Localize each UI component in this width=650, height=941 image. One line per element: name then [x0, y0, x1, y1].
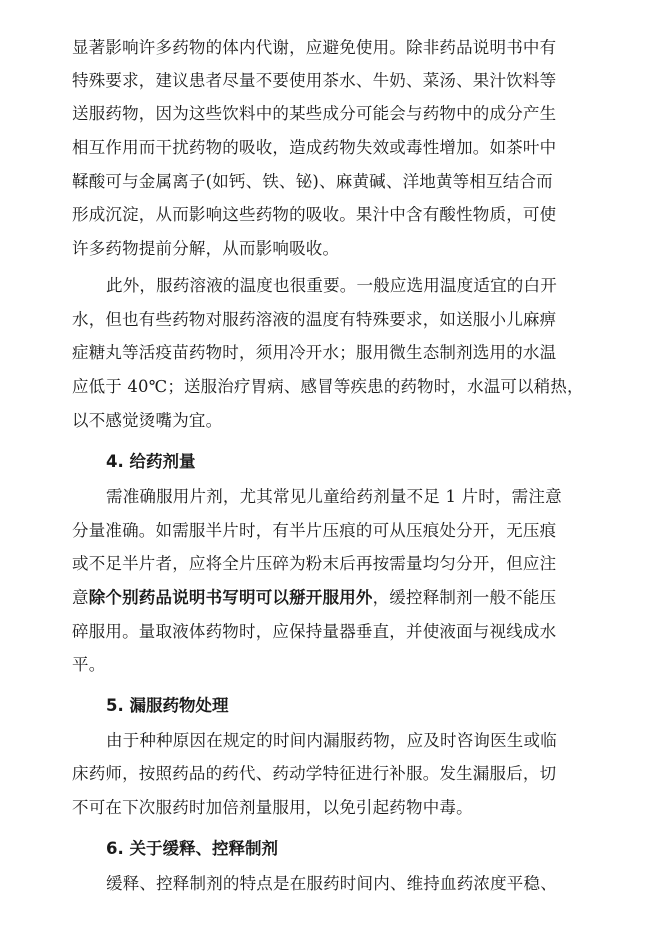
section-heading: 6. 关于缓释、控释制剂	[106, 839, 278, 858]
paragraph-line: 许多药物提前分解，从而影响吸收。	[72, 239, 340, 258]
paragraph-line: 水，但也有些药物对服药溶液的温度有特殊要求，如送服小儿麻痹	[72, 310, 557, 329]
paragraph-line: 应低于 40℃；送服治疗胃病、感冒等疾患的药物时，水温可以稍热，	[72, 377, 584, 396]
paragraph-line: 显著影响许多药物的体内代谢，应避免使用。除非药品说明书中有	[72, 38, 557, 57]
paragraph-line-mixed	[72, 588, 584, 608]
paragraph-line: 鞣酸可与金属离子(如钙、铁、铋)、麻黄碱、洋地黄等相互结合而	[72, 172, 553, 191]
section-heading: 4. 给药剂量	[106, 452, 196, 471]
line-suffix: ，缓控释制剂一般不能压	[372, 588, 557, 607]
paragraph-line: 碎服用。量取液体药物时，应保持量器垂直，并使液面与视线成水	[72, 622, 557, 641]
paragraph-line: 由于种种原因在规定的时间内漏服药物，应及时咨询医生或临	[106, 731, 557, 750]
paragraph-line: 或不足半片者，应将全片压碎为粉末后再按需量均匀分开，但应注	[72, 554, 557, 573]
paragraph-line: 需准确服用片剂，尤其常见儿童给药剂量不足 1 片时，需注意	[106, 487, 562, 506]
paragraph-line: 以不感觉烫嘴为宜。	[72, 411, 223, 430]
paragraph-line: 平。	[72, 655, 106, 674]
paragraph-line: 不可在下次服药时加倍剂量服用，以免引起药物中毒。	[72, 798, 473, 817]
paragraph-line: 缓释、控释制剂的特点是在服药时间内、维持血药浓度平稳、	[106, 874, 557, 893]
paragraph-line: 特殊要求，建议患者尽量不要使用茶水、牛奶、菜汤、果汁饮料等	[72, 71, 557, 90]
paragraph-line: 送服药物，因为这些饮料中的某些成分可能会与药物中的成分产生	[72, 104, 557, 123]
paragraph-line: 床药师，按照药品的药代、药动学特征进行补服。发生漏服后，切	[72, 764, 557, 783]
paragraph-line: 症糖丸等活疫苗药物时，须用冷开水；服用微生态制剂选用的水温	[72, 343, 557, 362]
line-prefix: 意	[72, 588, 89, 607]
paragraph-line: 相互作用而干扰药物的吸收，造成药物失效或毒性增加。如茶叶中	[72, 138, 557, 157]
paragraph-line: 分量准确。如需服半片时，有半片压痕的可从压痕处分开，无压痕	[72, 521, 557, 540]
section-heading: 5. 漏服药物处理	[106, 696, 229, 715]
paragraph-line: 此外，服药溶液的温度也很重要。一般应选用温度适宜的白开	[106, 276, 557, 295]
paragraph-line: 形成沉淀，从而影响这些药物的吸收。果汁中含有酸性物质，可使	[72, 205, 557, 224]
emphasis-text: 除个别药品说明书写明可以掰开服用外	[88, 588, 373, 607]
